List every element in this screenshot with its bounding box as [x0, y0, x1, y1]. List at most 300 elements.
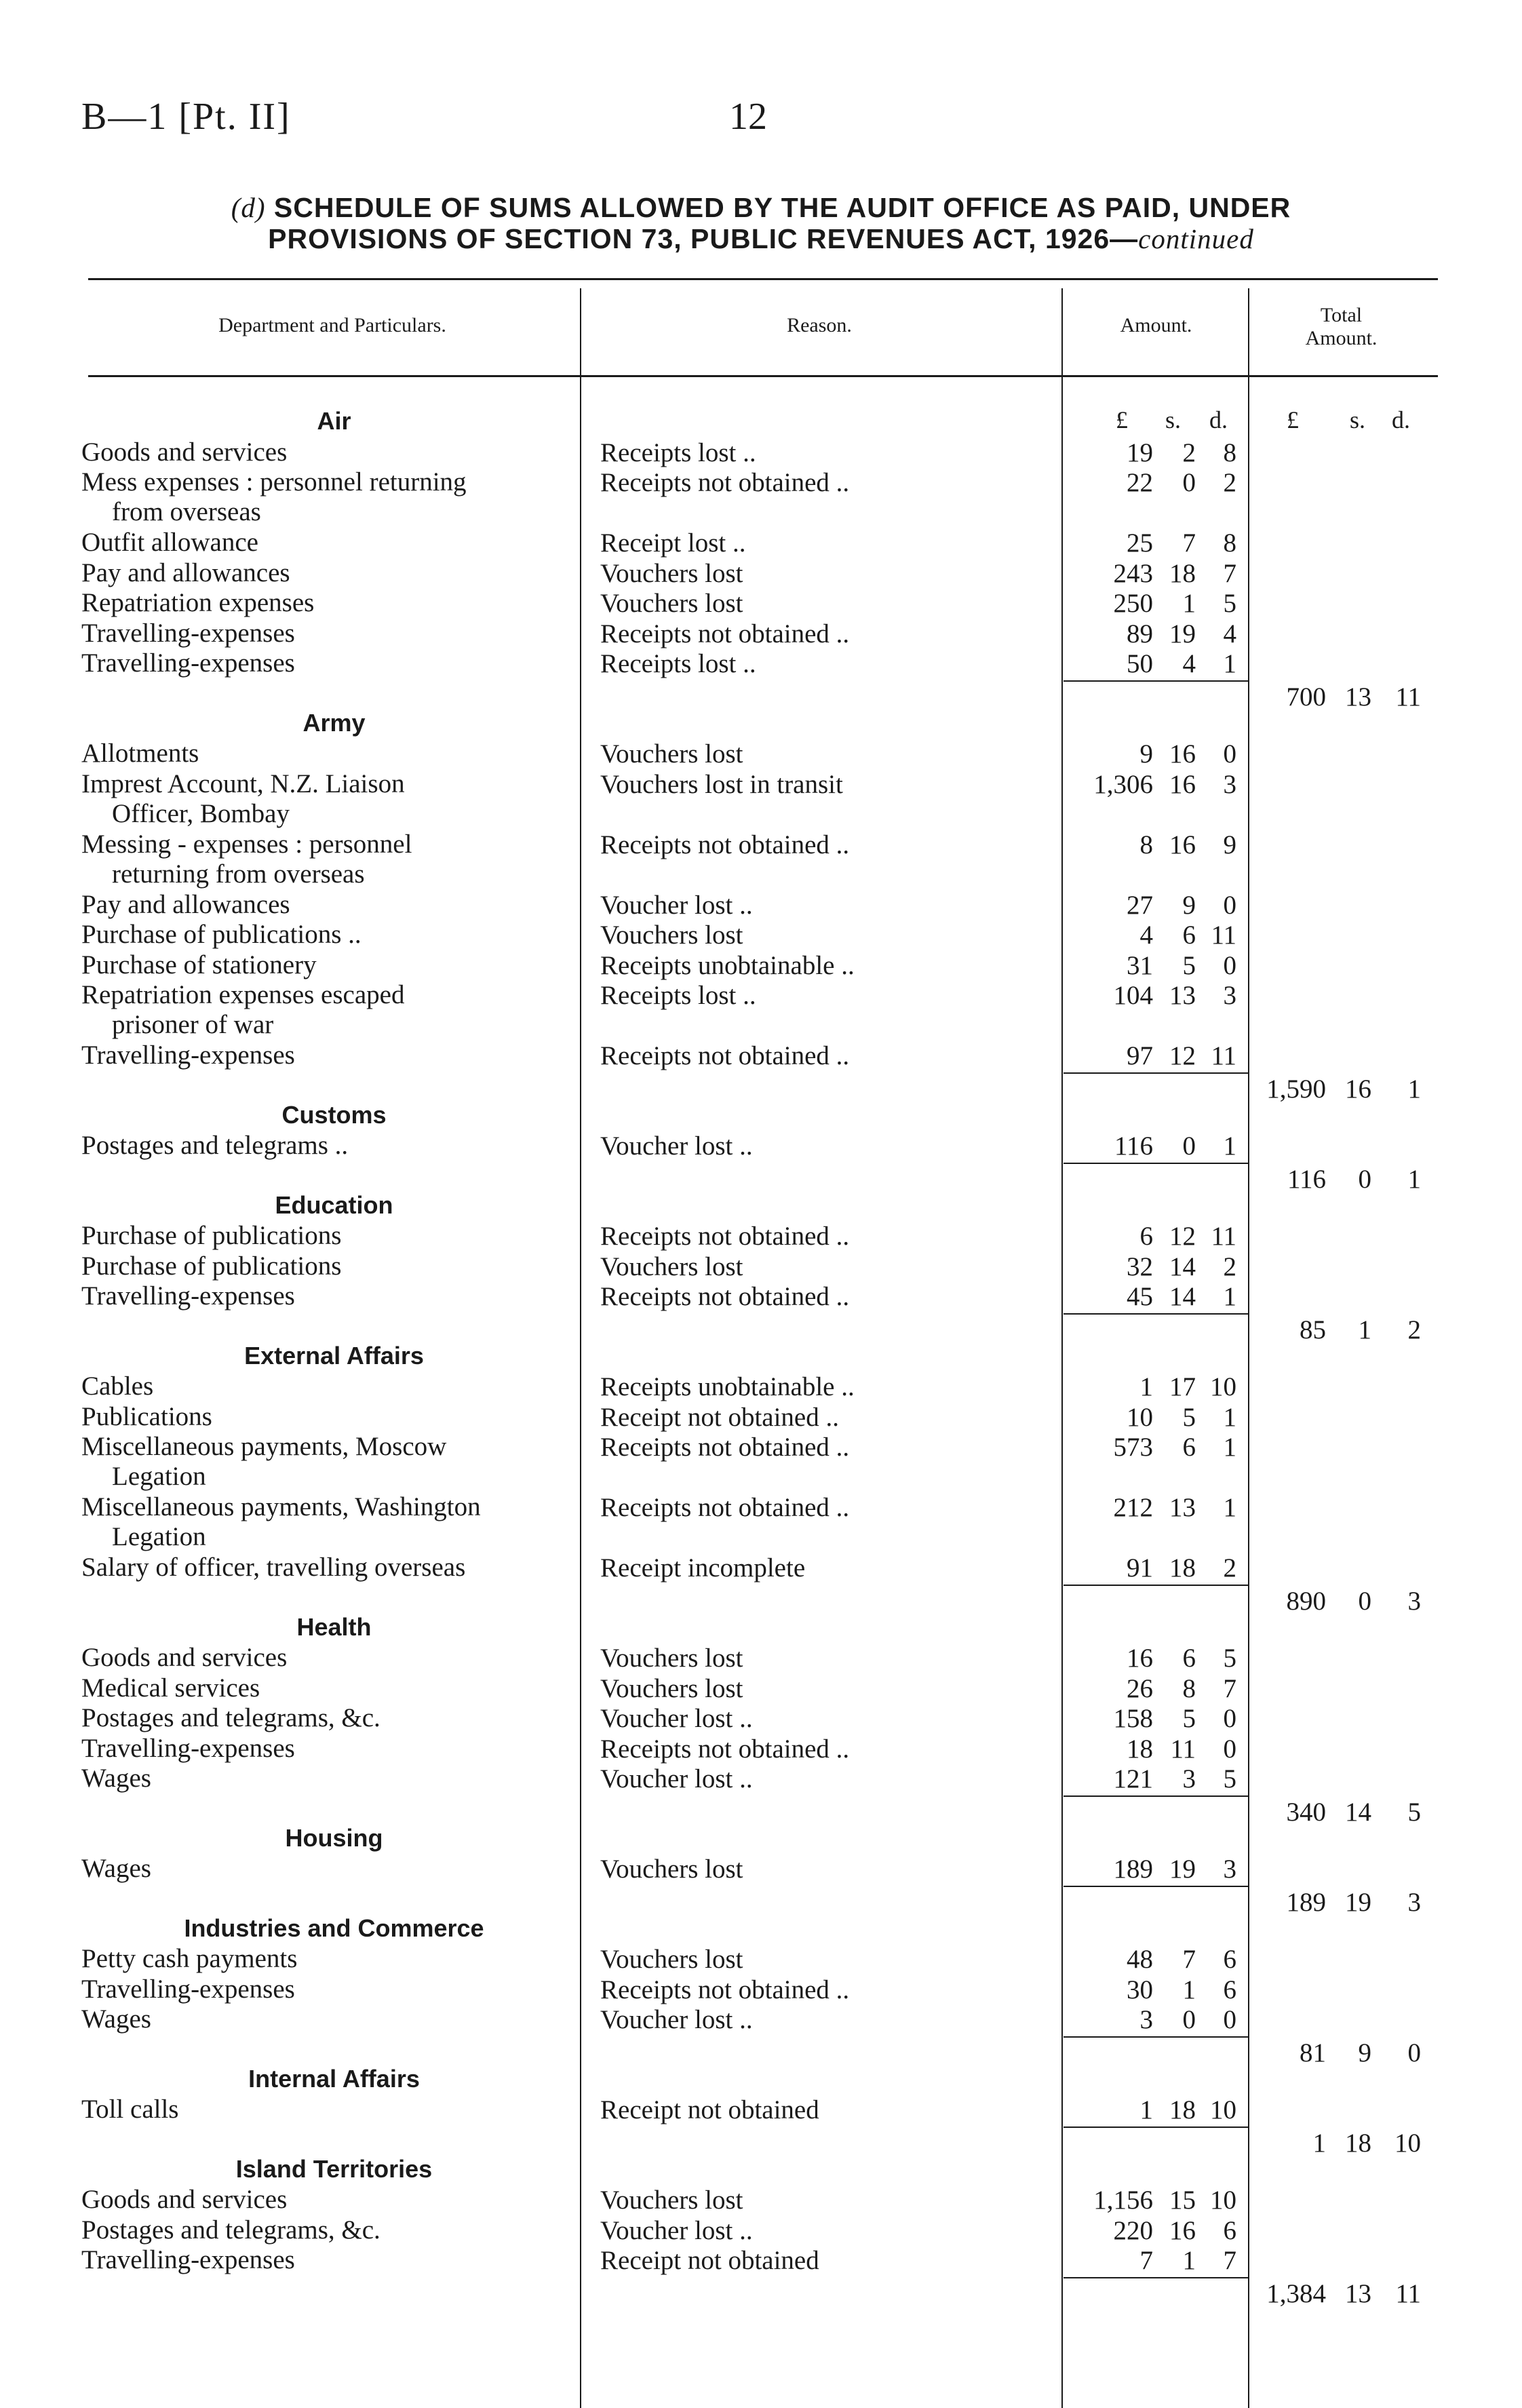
- amount-pence: 1: [1223, 1433, 1236, 1462]
- particulars-line: Medical services: [81, 1673, 260, 1703]
- amount-pence: 11: [1211, 1041, 1236, 1070]
- particulars-line: Cables: [81, 1372, 154, 1401]
- amount-shillings: 1: [1182, 2246, 1196, 2275]
- row-particulars: [81, 1854, 570, 1884]
- particulars-line: Travelling-expenses: [81, 1281, 295, 1310]
- total-shillings: 0: [1358, 1586, 1371, 1616]
- schedule-title-line1: [0, 191, 1522, 224]
- amount-shillings: 5: [1182, 950, 1196, 980]
- particulars-line: Purchase of publications: [81, 1251, 342, 1281]
- particulars-line: Mess expenses : personnel returning: [81, 467, 467, 497]
- amount-pence: 0: [1223, 739, 1236, 769]
- row-reason: Voucher lost ..: [600, 2005, 753, 2034]
- amount-pounds: 9: [1139, 739, 1153, 769]
- amount-pence: 0: [1223, 890, 1236, 920]
- column-header-reason: Reason.: [787, 314, 852, 336]
- total-shillings: 1: [1358, 1315, 1371, 1344]
- title-lead: (d): [231, 192, 266, 223]
- particulars-line: Repatriation expenses: [81, 588, 315, 617]
- amount-pounds: 158: [1113, 1704, 1153, 1733]
- amount-pounds: 45: [1127, 1282, 1153, 1311]
- particulars-line: Purchase of stationery: [81, 950, 317, 979]
- subtotal-rule: [1064, 2127, 1248, 2128]
- amount-pounds: 116: [1114, 1131, 1153, 1161]
- row-reason: Vouchers lost: [600, 1945, 743, 1974]
- total-pounds: 890: [1286, 1586, 1326, 1616]
- row-particulars: [81, 1734, 570, 1764]
- amount-pence: 10: [1210, 2186, 1236, 2215]
- amount-pounds: 6: [1139, 1222, 1153, 1251]
- particulars-line: Imprest Account, N.Z. Liaison: [81, 769, 405, 798]
- row-reason: Vouchers lost: [600, 1251, 743, 1281]
- amount-pounds: 22: [1127, 468, 1153, 497]
- row-particulars: [81, 2245, 570, 2275]
- table-header-rule: [88, 375, 1438, 377]
- amount-shillings: 13: [1169, 1493, 1196, 1522]
- amount-pounds: 19: [1127, 438, 1153, 467]
- row-reason: Receipts not obtained ..: [600, 1282, 850, 1311]
- amount-shillings: 16: [1169, 769, 1196, 799]
- amount-shillings: 6: [1182, 1644, 1196, 1673]
- section-heading: Air: [317, 407, 351, 435]
- row-reason: Receipt incomplete: [600, 1553, 806, 1582]
- particulars-continuation: Legation: [112, 1522, 206, 1551]
- amount-shillings: 17: [1169, 1372, 1196, 1401]
- amount-pounds: 91: [1127, 1553, 1153, 1582]
- total-shillings: 18: [1345, 2128, 1371, 2158]
- particulars-line: Miscellaneous payments, Moscow: [81, 1432, 447, 1461]
- schedule-title-line2: [0, 222, 1522, 255]
- amount-shillings: 0: [1182, 2005, 1196, 2034]
- row-particulars: [81, 1221, 570, 1251]
- amount-pence: 5: [1223, 589, 1236, 618]
- row-reason: Receipt not obtained ..: [600, 1402, 839, 1432]
- amount-shillings: 0: [1182, 1131, 1196, 1161]
- amount-pence: 0: [1223, 1704, 1236, 1733]
- title-text-1: SCHEDULE OF SUMS ALLOWED BY THE AUDIT OFFICE AS PAID, UNDER: [273, 192, 1291, 223]
- total-pounds: 189: [1286, 1887, 1326, 1917]
- row-particulars: [81, 1673, 570, 1703]
- amount-pounds: 189: [1113, 1854, 1153, 1884]
- row-reason: Receipts unobtainable ..: [600, 1372, 855, 1401]
- amount-shillings: 7: [1182, 528, 1196, 558]
- amount-pence: 0: [1223, 2005, 1236, 2034]
- amount-shillings: 9: [1182, 890, 1196, 920]
- amount-shillings: 1: [1182, 589, 1196, 618]
- amount-shillings: 0: [1182, 468, 1196, 497]
- amount-pence: 1: [1223, 1131, 1236, 1161]
- column-divider-total: [1248, 288, 1249, 2408]
- title-continued: continued: [1138, 223, 1254, 254]
- row-reason: Vouchers lost: [600, 589, 743, 618]
- particulars-line: Repatriation expenses escaped: [81, 980, 405, 1009]
- section-heading: Internal Affairs: [248, 2064, 420, 2093]
- amount-pence: 5: [1223, 1644, 1236, 1673]
- amount-shillings: 19: [1169, 1854, 1196, 1884]
- row-reason: Vouchers lost: [600, 1673, 743, 1703]
- row-particulars: [81, 1041, 570, 1070]
- row-reason: Receipts not obtained ..: [600, 1433, 850, 1462]
- amount-pence: 8: [1223, 528, 1236, 558]
- amount-pence: 2: [1223, 468, 1236, 497]
- amount-pounds: 212: [1113, 1493, 1153, 1522]
- currency-shilling: s.: [1165, 406, 1182, 433]
- row-reason: Receipts not obtained ..: [600, 1734, 850, 1764]
- subtotal-rule: [1064, 1072, 1248, 1074]
- particulars-line: Travelling-expenses: [81, 1974, 295, 2004]
- particulars-line: Postages and telegrams, &c.: [81, 2215, 380, 2245]
- amount-pence: 0: [1223, 950, 1236, 980]
- particulars-line: Postages and telegrams ..: [81, 1131, 349, 1160]
- amount-pence: 3: [1223, 981, 1236, 1010]
- total-pence: 3: [1407, 1586, 1421, 1616]
- amount-shillings: 16: [1169, 830, 1196, 859]
- column-header-total: [1251, 304, 1431, 350]
- row-particulars: [81, 648, 570, 678]
- particulars-line: Postages and telegrams, &c.: [81, 1703, 380, 1732]
- amount-pounds: 16: [1127, 1644, 1153, 1673]
- amount-pounds: 121: [1113, 1764, 1153, 1793]
- page-number: 12: [729, 96, 767, 138]
- amount-shillings: 18: [1169, 558, 1196, 588]
- row-particulars: [81, 1281, 570, 1311]
- subtotal-rule: [1064, 1163, 1248, 1164]
- amount-shillings: 3: [1182, 1764, 1196, 1793]
- row-particulars: [81, 2215, 570, 2245]
- row-particulars: [81, 890, 570, 920]
- amount-shillings: 16: [1169, 739, 1196, 769]
- amount-pence: 2: [1223, 1251, 1236, 1281]
- row-particulars: [81, 830, 570, 889]
- row-reason: Voucher lost ..: [600, 1704, 753, 1733]
- title-text-2: PROVISIONS OF SECTION 73, PUBLIC REVENUES ACT, 1926—: [268, 223, 1139, 254]
- row-particulars: [81, 1432, 570, 1492]
- amount-pence: 7: [1223, 1673, 1236, 1703]
- row-particulars: [81, 528, 570, 558]
- subtotal-rule: [1064, 1313, 1248, 1315]
- row-reason: Receipts lost ..: [600, 438, 756, 467]
- amount-pounds: 32: [1127, 1251, 1153, 1281]
- row-reason: Voucher lost ..: [600, 2215, 753, 2245]
- amount-shillings: 1: [1182, 1975, 1196, 2004]
- total-pounds: 1,384: [1266, 2278, 1326, 2308]
- particulars-continuation: Officer, Bombay: [112, 798, 290, 828]
- amount-pence: 1: [1223, 1402, 1236, 1432]
- row-particulars: [81, 1372, 570, 1401]
- section-heading: Island Territories: [235, 2154, 433, 2183]
- particulars-line: Goods and services: [81, 437, 288, 467]
- total-pence: 11: [1395, 682, 1421, 712]
- total-pounds: 700: [1286, 682, 1326, 712]
- amount-shillings: 8: [1182, 1673, 1196, 1703]
- currency-pence: d.: [1209, 406, 1228, 433]
- currency-pound: £: [1287, 406, 1299, 433]
- amount-pence: 9: [1223, 830, 1236, 859]
- particulars-line: Pay and allowances: [81, 558, 290, 587]
- amount-pence: 11: [1211, 1222, 1236, 1251]
- section-heading: Industries and Commerce: [184, 1914, 484, 1942]
- column-header-amount: Amount.: [1120, 314, 1192, 336]
- amount-pounds: 243: [1113, 558, 1153, 588]
- row-reason: Receipts lost ..: [600, 649, 756, 678]
- particulars-continuation: from overseas: [112, 497, 261, 526]
- amount-shillings: 18: [1169, 1553, 1196, 1582]
- amount-pounds: 48: [1127, 1945, 1153, 1974]
- particulars-line: Travelling-expenses: [81, 1041, 295, 1070]
- particulars-line: Allotments: [81, 739, 199, 768]
- row-reason: Vouchers lost: [600, 739, 743, 769]
- amount-shillings: 16: [1169, 2215, 1196, 2245]
- subtotal-rule: [1064, 1886, 1248, 1887]
- amount-pounds: 31: [1127, 950, 1153, 980]
- row-particulars: [81, 2095, 570, 2124]
- row-particulars: [81, 1131, 570, 1161]
- amount-pence: 10: [1210, 1372, 1236, 1401]
- row-reason: Receipts not obtained ..: [600, 1975, 850, 2004]
- row-particulars: [81, 1251, 570, 1281]
- row-reason: Receipt not obtained: [600, 2246, 819, 2275]
- currency-pound: £: [1116, 406, 1128, 433]
- total-pence: 2: [1407, 1315, 1421, 1344]
- section-heading: External Affairs: [244, 1341, 424, 1370]
- amount-pounds: 4: [1139, 920, 1153, 950]
- column-header-total-2: Amount.: [1305, 327, 1378, 349]
- amount-pounds: 573: [1113, 1433, 1153, 1462]
- particulars-line: Travelling-expenses: [81, 2245, 295, 2274]
- particulars-line: Goods and services: [81, 1643, 288, 1672]
- currency-pence: d.: [1392, 406, 1410, 433]
- amount-pence: 4: [1223, 619, 1236, 648]
- row-particulars: [81, 1944, 570, 1974]
- page-reference: B—1 [Pt. II]: [81, 96, 291, 138]
- total-pence: 11: [1395, 2278, 1421, 2308]
- particulars-line: Salary of officer, travelling overseas: [81, 1553, 466, 1582]
- row-particulars: [81, 1492, 570, 1552]
- total-shillings: 9: [1358, 2038, 1371, 2067]
- amount-shillings: 6: [1182, 920, 1196, 950]
- particulars-continuation: Legation: [112, 1462, 206, 1491]
- row-reason: Receipts not obtained ..: [600, 830, 850, 859]
- amount-pence: 7: [1223, 558, 1236, 588]
- row-reason: Receipts not obtained ..: [600, 1041, 850, 1070]
- total-pounds: 1: [1312, 2128, 1326, 2158]
- amount-shillings: 18: [1169, 2095, 1196, 2124]
- total-pence: 5: [1407, 1797, 1421, 1827]
- particulars-line: Purchase of publications: [81, 1221, 342, 1250]
- row-particulars: [81, 1553, 570, 1582]
- amount-shillings: 5: [1182, 1402, 1196, 1432]
- total-pence: 1: [1407, 1164, 1421, 1194]
- total-shillings: 14: [1345, 1797, 1371, 1827]
- amount-shillings: 19: [1169, 619, 1196, 648]
- row-reason: Voucher lost ..: [600, 1764, 753, 1793]
- particulars-line: Travelling-expenses: [81, 1733, 295, 1763]
- row-reason: Vouchers lost in transit: [600, 769, 843, 799]
- amount-pence: 6: [1223, 1975, 1236, 2004]
- amount-pence: 3: [1223, 769, 1236, 799]
- amount-shillings: 15: [1169, 2186, 1196, 2215]
- subtotal-rule: [1064, 2036, 1248, 2038]
- particulars-line: Messing - expenses : personnel: [81, 829, 412, 859]
- row-particulars: [81, 558, 570, 588]
- row-reason: Receipts unobtainable ..: [600, 950, 855, 980]
- section-heading: Customs: [281, 1100, 387, 1129]
- section-heading: Army: [303, 708, 366, 737]
- row-particulars: [81, 1975, 570, 2004]
- amount-shillings: 4: [1182, 649, 1196, 678]
- amount-pounds: 250: [1113, 589, 1153, 618]
- row-reason: Receipt not obtained: [600, 2095, 819, 2124]
- row-particulars: [81, 1764, 570, 1793]
- section-heading: Health: [296, 1612, 372, 1641]
- row-particulars: [81, 1643, 570, 1673]
- total-shillings: 13: [1345, 682, 1371, 712]
- amount-pounds: 104: [1113, 981, 1153, 1010]
- amount-shillings: 13: [1169, 981, 1196, 1010]
- total-shillings: 19: [1345, 1887, 1371, 1917]
- amount-pounds: 10: [1127, 1402, 1153, 1432]
- amount-pounds: 97: [1127, 1041, 1153, 1070]
- row-reason: Receipts not obtained ..: [600, 619, 850, 648]
- subtotal-rule: [1064, 2277, 1248, 2278]
- total-pence: 10: [1394, 2128, 1421, 2158]
- amount-shillings: 11: [1170, 1734, 1196, 1764]
- amount-shillings: 2: [1182, 438, 1196, 467]
- particulars-line: Wages: [81, 1764, 151, 1793]
- row-reason: Vouchers lost: [600, 1644, 743, 1673]
- total-pounds: 81: [1300, 2038, 1326, 2067]
- particulars-line: Travelling-expenses: [81, 618, 295, 648]
- row-reason: Vouchers lost: [600, 2186, 743, 2215]
- total-shillings: 13: [1345, 2278, 1371, 2308]
- particulars-line: Miscellaneous payments, Washington: [81, 1492, 481, 1521]
- amount-pounds: 1: [1139, 2095, 1153, 2124]
- amount-pence: 1: [1223, 649, 1236, 678]
- row-particulars: [81, 2004, 570, 2034]
- amount-pounds: 30: [1127, 1975, 1153, 2004]
- column-header-department: Department and Particulars.: [218, 314, 446, 336]
- amount-pence: 5: [1223, 1764, 1236, 1793]
- row-particulars: [81, 769, 570, 829]
- row-particulars: [81, 1703, 570, 1733]
- total-pence: 3: [1407, 1887, 1421, 1917]
- row-particulars: [81, 739, 570, 769]
- amount-pence: 8: [1223, 438, 1236, 467]
- total-shillings: 16: [1345, 1074, 1371, 1104]
- row-reason: Vouchers lost: [600, 1854, 743, 1884]
- column-header-total-1: Total: [1320, 304, 1363, 326]
- total-pence: 0: [1407, 2038, 1421, 2067]
- section-heading: Housing: [285, 1823, 383, 1852]
- row-particulars: [81, 2185, 570, 2215]
- amount-pence: 6: [1223, 2215, 1236, 2245]
- row-particulars: [81, 619, 570, 648]
- particulars-line: Goods and services: [81, 2185, 288, 2214]
- particulars-line: Purchase of publications ..: [81, 920, 362, 949]
- particulars-line: Outfit allowance: [81, 528, 258, 557]
- subtotal-rule: [1064, 1585, 1248, 1586]
- row-reason: Receipts lost ..: [600, 981, 756, 1010]
- row-reason: Vouchers lost: [600, 920, 743, 950]
- amount-shillings: 14: [1169, 1282, 1196, 1311]
- amount-pounds: 7: [1139, 2246, 1153, 2275]
- total-pounds: 116: [1287, 1164, 1326, 1194]
- amount-pence: 1: [1223, 1282, 1236, 1311]
- amount-pounds: 1: [1139, 1372, 1153, 1401]
- amount-pence: 7: [1223, 2246, 1236, 2275]
- currency-shilling: s.: [1350, 406, 1366, 433]
- amount-pounds: 1,306: [1093, 769, 1153, 799]
- amount-pence: 6: [1223, 1945, 1236, 1974]
- particulars-line: Publications: [81, 1401, 212, 1431]
- row-particulars: [81, 950, 570, 980]
- amount-pounds: 89: [1127, 619, 1153, 648]
- row-particulars: [81, 980, 570, 1040]
- amount-pounds: 27: [1127, 890, 1153, 920]
- particulars-line: Wages: [81, 1854, 151, 1883]
- row-particulars: [81, 438, 570, 467]
- amount-pence: 2: [1223, 1553, 1236, 1582]
- row-reason: Receipt lost ..: [600, 528, 746, 558]
- subtotal-rule: [1064, 680, 1248, 682]
- amount-pence: 10: [1210, 2095, 1236, 2124]
- amount-pounds: 220: [1113, 2215, 1153, 2245]
- amount-shillings: 6: [1182, 1433, 1196, 1462]
- total-pounds: 1,590: [1266, 1074, 1326, 1104]
- total-pounds: 85: [1300, 1315, 1326, 1344]
- particulars-line: Travelling-expenses: [81, 648, 295, 678]
- particulars-line: Wages: [81, 2004, 151, 2034]
- row-reason: Receipts not obtained ..: [600, 1493, 850, 1522]
- amount-shillings: 12: [1169, 1041, 1196, 1070]
- row-reason: Receipts not obtained ..: [600, 1222, 850, 1251]
- row-particulars: [81, 467, 570, 527]
- amount-pence: 1: [1223, 1493, 1236, 1522]
- row-reason: Voucher lost ..: [600, 890, 753, 920]
- amount-shillings: 12: [1169, 1222, 1196, 1251]
- total-pence: 1: [1407, 1074, 1421, 1104]
- amount-pence: 11: [1211, 920, 1236, 950]
- subtotal-rule: [1064, 1795, 1248, 1797]
- amount-pence: 0: [1223, 1734, 1236, 1764]
- row-reason: Voucher lost ..: [600, 1131, 753, 1161]
- row-reason: Receipts not obtained ..: [600, 468, 850, 497]
- particulars-line: Toll calls: [81, 2095, 179, 2124]
- row-particulars: [81, 1402, 570, 1432]
- amount-pounds: 3: [1139, 2005, 1153, 2034]
- amount-shillings: 5: [1182, 1704, 1196, 1733]
- table-top-rule: [88, 278, 1438, 280]
- amount-pence: 3: [1223, 1854, 1236, 1884]
- row-particulars: [81, 920, 570, 950]
- total-pounds: 340: [1286, 1797, 1326, 1827]
- particulars-line: Petty cash payments: [81, 1944, 298, 1973]
- amount-pounds: 50: [1127, 649, 1153, 678]
- particulars-line: Pay and allowances: [81, 889, 290, 919]
- particulars-continuation: returning from overseas: [112, 859, 365, 889]
- row-reason: Vouchers lost: [600, 558, 743, 588]
- particulars-continuation: prisoner of war: [112, 1010, 274, 1039]
- amount-pounds: 18: [1127, 1734, 1153, 1764]
- section-heading: Education: [275, 1190, 393, 1219]
- amount-pounds: 26: [1127, 1673, 1153, 1703]
- row-particulars: [81, 588, 570, 618]
- total-shillings: 0: [1358, 1164, 1371, 1194]
- amount-pounds: 1,156: [1093, 2186, 1153, 2215]
- amount-pounds: 8: [1139, 830, 1153, 859]
- amount-pounds: 25: [1127, 528, 1153, 558]
- amount-shillings: 14: [1169, 1251, 1196, 1281]
